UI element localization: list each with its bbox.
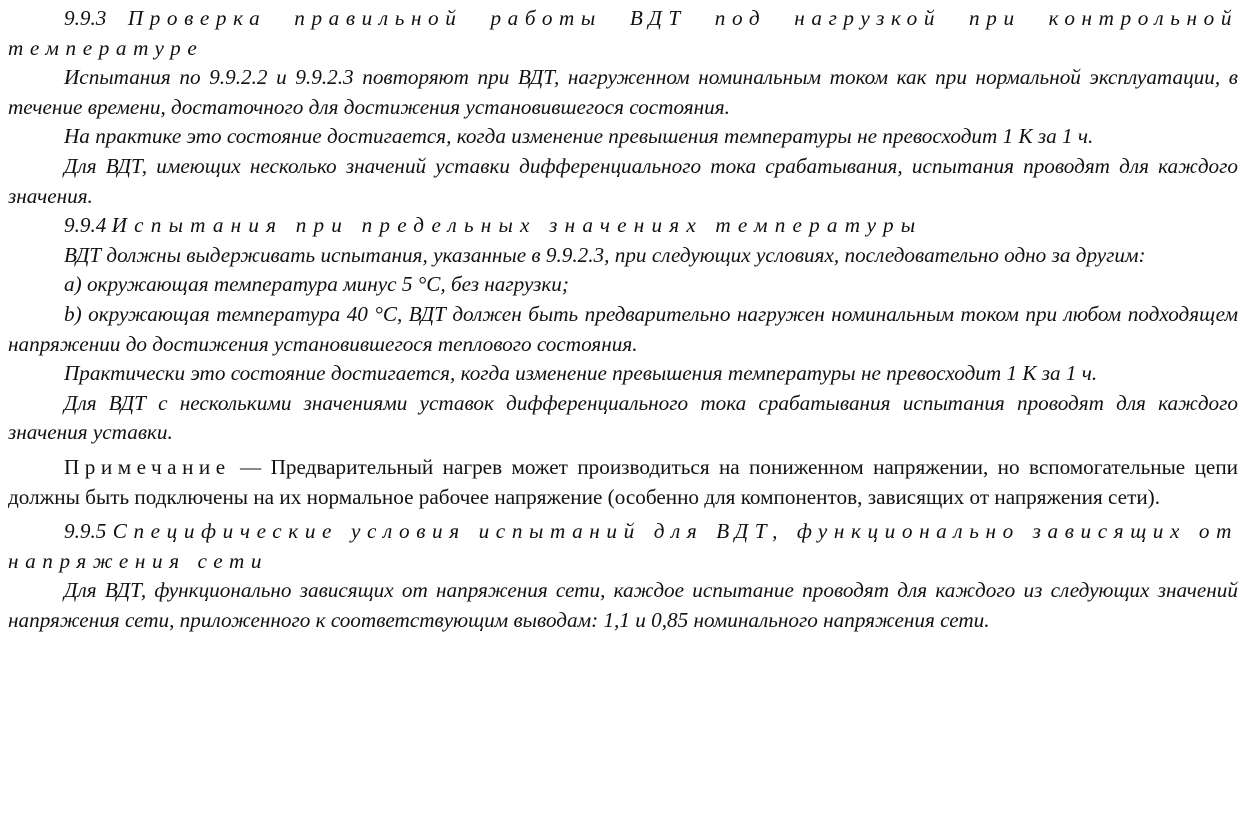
section-heading-9-9-4 (8, 211, 1238, 241)
section-heading-9-9-3 (8, 4, 1238, 63)
paragraph: ВДТ должны выдерживать испытания, указанные в 9.9.2.3, при следующих условиях, последовательно одно за другим: (64, 242, 1146, 267)
paragraph: Испытания по 9.9.2.2 и 9.9.2.3 повторяют при ВДТ, нагруженном номинальным током как при нормальной эксплуатации, в течение времени, достаточного для достижения установившегося состояния. (8, 65, 1238, 119)
paragraph: Для ВДТ, функционально зависящих от напряжения сети, каждое испытание проводят для каждого из следующих значений напряжения сети, приложенного к соответствующим выводам: 1,1 и 0,85 номинального напряжения сети. (8, 578, 1238, 632)
section-title: Испытания при предельных значениях температуры (111, 213, 923, 238)
section-number: 9.9.5 (64, 519, 107, 544)
section-heading-9-9-5 (8, 517, 1238, 576)
paragraph: Для ВДТ, имеющих несколько значений уставки дифференциального тока срабатывания, испытания проводят для каждого значения. (8, 153, 1238, 208)
paragraph: На практике это состояние достигается, когда изменение превышения температуры не превосходит 1 К за 1 ч. (64, 124, 1094, 149)
note-label: Примечание (64, 454, 231, 479)
paragraph: Практически это состояние достигается, когда изменение превышения температуры не превосходит 1 К за 1 ч. (64, 361, 1098, 386)
note-text: — Предварительный нагрев может производиться на пониженном напряжении, но вспомогательные цепи должны быть подключены на их нормальное рабочее напряжение (особенно для компонентов, зависящих от напряжения сети). (8, 454, 1238, 509)
section-title: Специфические условия испытаний для ВДТ, функционально зависящих от напряжения сети (8, 519, 1239, 573)
paragraph: Для ВДТ с несколькими значениями уставок дифференциального тока срабатывания испытания проводят для каждого значения уставки. (8, 390, 1238, 445)
section-title: Проверка правильной работы ВДТ под нагрузкой при контрольной температуре (8, 6, 1239, 60)
section-number: 9.9.3 (64, 6, 107, 30)
note (8, 453, 1238, 512)
list-item-a: a) окружающая температура минус 5 °С, без нагрузки; (64, 272, 569, 297)
section-number: 9.9.4 (64, 213, 107, 238)
list-item-b: b) окружающая температура 40 °С, ВДТ должен быть предварительно нагружен номинальным током при любом подходящем напряжении до достижения установившегося теплового состояния. (8, 301, 1238, 356)
